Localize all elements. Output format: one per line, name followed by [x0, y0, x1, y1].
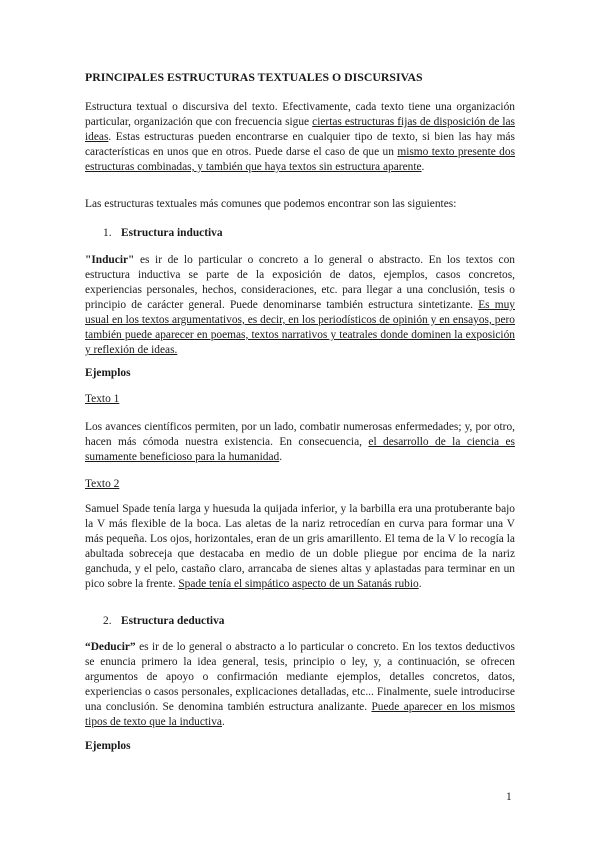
- section-1-underline: Es muy usual en los textos argumentativos, es decir, en los periodísticos de opinión y en ensayos, pero también puede aparecer en poemas, textos narrativos y teatrales donde dominen la exposición y reflexión de ideas.: [85, 299, 516, 356]
- texto-2-underline: Spade tenía el simpático aspecto de un Satanás rubio: [178, 578, 419, 590]
- texto-1-label: Texto 1: [85, 393, 120, 405]
- section-2-underline: Puede aparecer en los mismos tipos de texto que la inductiva: [85, 701, 515, 728]
- section-1-number: 1.: [103, 227, 112, 239]
- document-title: PRINCIPALES ESTRUCTURAS TEXTUALES O DISCURSIVAS: [85, 70, 423, 84]
- section-2-heading: Estructura deductiva: [121, 615, 225, 627]
- section-2-end: .: [221, 716, 225, 728]
- texto-2-end: .: [418, 578, 422, 590]
- lead-paragraph: Las estructuras textuales más comunes que podemos encontrar son las siguientes:: [85, 198, 457, 210]
- texto-1-paragraph: [85, 420, 515, 465]
- section-1-paragraph: [85, 253, 515, 358]
- intro-text-1: Estructura textual o discursiva del texto. Efectivamente, cada texto tiene una organización particular, organización que con frecuencia sigue: [85, 101, 515, 128]
- texto-2-label: Texto 2: [85, 478, 120, 490]
- section-1-term: "Inducir": [85, 254, 135, 266]
- texto-1-text: Los avances científicos permiten, por un lado, combatir numerosas enfermedades; y, por otro, hacen más cómoda nuestra existencia. En consecuencia,: [85, 421, 515, 448]
- section-1-heading: Estructura inductiva: [121, 227, 223, 239]
- section-1-text: es ir de lo particular o concreto a lo general o abstracto. En los textos con estructura inductiva se parte de la exposición de datos, ejemplos, casos concretos, experiencias personales, hechos, consideraciones, etc. para llegar a una conclusión, tesis o principio de carácter general. Puede denominarse también estructura sintetizante.: [85, 254, 515, 311]
- intro-underline-1: ciertas estructuras fijas de disposición de las ideas: [85, 116, 515, 143]
- intro-text-2: . Estas estructuras pueden encontrarse en cualquier tipo de texto, si bien las hay más características en unos que en otros. Puede darse el caso de que un: [85, 131, 515, 158]
- section-2-paragraph: [85, 640, 515, 730]
- examples-heading-1: Ejemplos: [85, 367, 131, 379]
- texto-2-text: Samuel Spade tenía larga y huesuda la quijada inferior, y la barbilla era una protuberante bajo la V más flexible de la boca. Las aletas de la nariz retrocedían en curva para formar una V más pequeña. Los ojos, horizontales, eran de un gris amarillento. El tema de la V lo recogía la abultada sobreceja que destacaba en medio de un doble pliegue por encima de la nariz ganchuda, y el pelo, castaño claro, arrancaba de sienes altas y aplastadas para terminar en un pico sobre la frente.: [85, 503, 515, 590]
- intro-underline-2: mismo texto presente dos estructuras combinadas, y también que haya textos sin estructura aparente: [85, 146, 515, 173]
- intro-paragraph: [85, 100, 515, 175]
- section-2-term: “Deducir”: [85, 641, 136, 653]
- page-number: 1: [506, 791, 512, 803]
- texto-1-underline: el desarrollo de la ciencia es sumamente beneficioso para la humanidad: [85, 436, 515, 463]
- examples-heading-2: Ejemplos: [85, 740, 131, 752]
- texto-2-paragraph: [85, 502, 515, 592]
- section-2-number: 2.: [103, 615, 112, 627]
- intro-text-3: .: [421, 161, 425, 173]
- texto-1-end: .: [279, 451, 283, 463]
- section-2-text: es ir de lo general o abstracto a lo particular o concreto. En los textos deductivos se enuncia primero la idea general, tesis, principio o ley, y, a continuación, se ofrecen argumentos de apoyo o confirmación mediante ejemplos, detalles concretos, datos, experiencias o casos personales, explicaciones detalladas, etc... Finalmente, suele introducirse una conclusión. Se denomina también estructura analizante.: [85, 641, 515, 713]
